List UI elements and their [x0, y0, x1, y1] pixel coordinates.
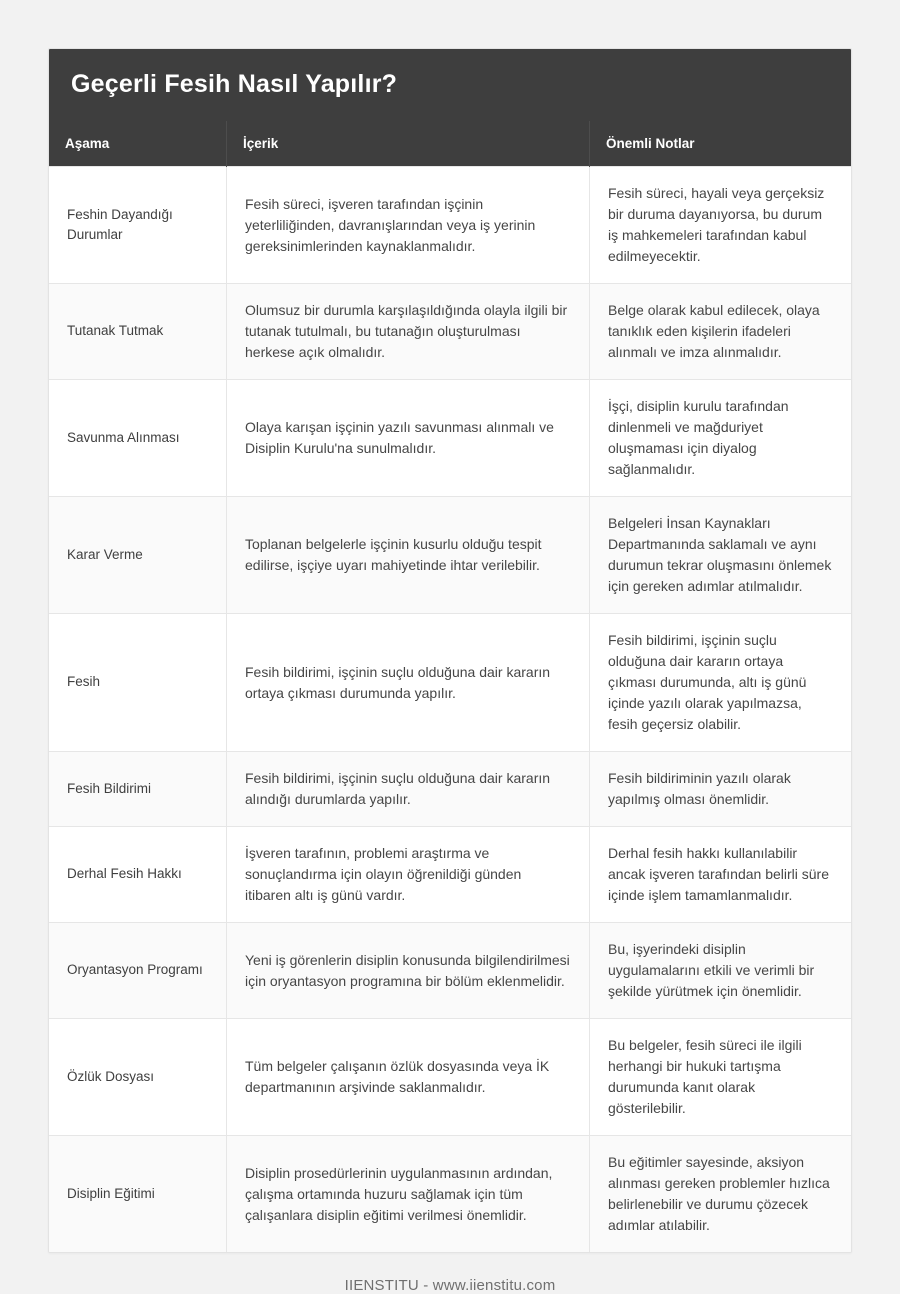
page-title: Geçerli Fesih Nasıl Yapılır?: [71, 70, 398, 98]
table-row: [49, 923, 851, 1019]
cell-stage: Oryantasyon Programı: [49, 923, 227, 1019]
cell-content: Olaya karışan işçinin yazılı savunması alınmalı ve Disiplin Kurulu'na sunulmalıdır.: [227, 380, 590, 497]
cell-notes: Belge olarak kabul edilecek, olaya tanıklık eden kişilerin ifadeleri alınmalı ve imza alınmalıdır.: [590, 284, 852, 380]
cell-content: Olumsuz bir durumla karşılaşıldığında olayla ilgili bir tutanak tutulmalı, bu tutanağın oluşturulması herkese açık olmalıdır.: [227, 284, 590, 380]
cell-notes: Bu, işyerindeki disiplin uygulamalarını etkili ve verimli bir şekilde yürütmek için önemlidir.: [590, 923, 852, 1019]
table-row: [49, 1019, 851, 1136]
table-row: [49, 614, 851, 752]
cell-notes: Fesih bildiriminin yazılı olarak yapılmış olması önemlidir.: [590, 752, 852, 827]
cell-notes: Fesih bildirimi, işçinin suçlu olduğuna dair kararın ortaya çıkması durumunda, altı iş günü içinde yazılı olarak yapılmazsa, fesih geçersiz olabilir.: [590, 614, 852, 752]
cell-content: İşveren tarafının, problemi araştırma ve sonuçlandırma için olayın öğrenildiği günden itibaren altı iş günü vardır.: [227, 827, 590, 923]
cell-notes: Belgeleri İnsan Kaynakları Departmanında saklamalı ve aynı durumun tekrar oluşmasını önlemek için gereken adımlar atılmalıdır.: [590, 497, 852, 614]
cell-stage: Derhal Fesih Hakkı: [49, 827, 227, 923]
cell-content: Toplanan belgelerle işçinin kusurlu olduğu tespit edilirse, işçiye uyarı mahiyetinde ihtar verilebilir.: [227, 497, 590, 614]
cell-content: Fesih süreci, işveren tarafından işçinin yeterliliğinden, davranışlarından veya iş yerinin gereksinimlerinden kaynaklanmalıdır.: [227, 167, 590, 284]
footer-attribution: IIENSTITU - www.iienstitu.com: [344, 1277, 556, 1294]
column-header-content: İçerik: [227, 121, 590, 167]
cell-stage: Disiplin Eğitimi: [49, 1136, 227, 1253]
cell-content: Fesih bildirimi, işçinin suçlu olduğuna dair kararın alındığı durumlarda yapılır.: [227, 752, 590, 827]
table-header-row: [49, 121, 851, 167]
cell-notes: Derhal fesih hakkı kullanılabilir ancak işveren tarafından belirli süre içinde işlem tamamlanmalıdır.: [590, 827, 852, 923]
cell-stage: Feshin Dayandığı Durumlar: [49, 167, 227, 284]
cell-notes: İşçi, disiplin kurulu tarafından dinlenmeli ve mağduriyet oluşmaması için diyalog sağlanmalıdır.: [590, 380, 852, 497]
cell-stage: Savunma Alınması: [49, 380, 227, 497]
cell-content: Disiplin prosedürlerinin uygulanmasının ardından, çalışma ortamında huzuru sağlamak için tüm çalışanlara disiplin eğitimi verilmesi önemlidir.: [227, 1136, 590, 1253]
table-row: [49, 752, 851, 827]
table-header: [49, 121, 851, 167]
table-row: [49, 380, 851, 497]
title-bar: [49, 49, 851, 121]
table-row: [49, 284, 851, 380]
cell-stage: Fesih Bildirimi: [49, 752, 227, 827]
column-header-notes: Önemli Notlar: [590, 121, 852, 167]
table-row: [49, 827, 851, 923]
table-row: [49, 167, 851, 284]
table-row: [49, 497, 851, 614]
cell-stage: Tutanak Tutmak: [49, 284, 227, 380]
stages-table: [49, 121, 851, 1252]
cell-content: Tüm belgeler çalışanın özlük dosyasında veya İK departmanının arşivinde saklanmalıdır.: [227, 1019, 590, 1136]
cell-notes: Bu eğitimler sayesinde, aksiyon alınması gereken problemler hızlıca belirlenebilir ve durumu çözecek adımlar atılabilir.: [590, 1136, 852, 1253]
table-row: [49, 1136, 851, 1253]
table-body: [49, 167, 851, 1253]
cell-notes: Fesih süreci, hayali veya gerçeksiz bir duruma dayanıyorsa, bu durum iş mahkemeleri tarafından kabul edilmeyecektir.: [590, 167, 852, 284]
cell-stage: Özlük Dosyası: [49, 1019, 227, 1136]
cell-content: Fesih bildirimi, işçinin suçlu olduğuna dair kararın ortaya çıkması durumunda yapılır.: [227, 614, 590, 752]
cell-stage: Karar Verme: [49, 497, 227, 614]
cell-notes: Bu belgeler, fesih süreci ile ilgili herhangi bir hukuki tartışma durumunda kanıt olarak gösterilebilir.: [590, 1019, 852, 1136]
content-card: [48, 48, 852, 1253]
column-header-stage: Aşama: [49, 121, 227, 167]
cell-stage: Fesih: [49, 614, 227, 752]
cell-content: Yeni iş görenlerin disiplin konusunda bilgilendirilmesi için oryantasyon programına bir bölüm eklenmelidir.: [227, 923, 590, 1019]
